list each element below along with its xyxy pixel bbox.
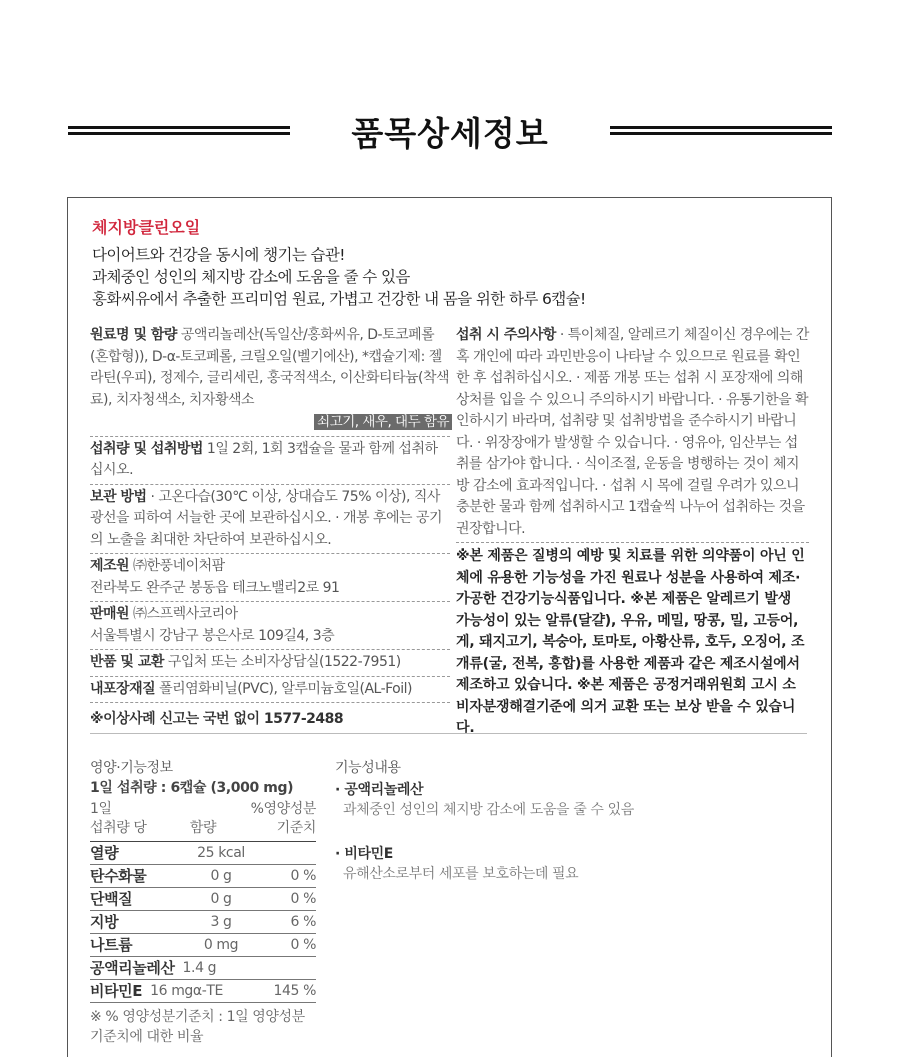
nutrient-percent: 145 %: [273, 983, 316, 999]
page-title: 품목상세정보: [351, 114, 549, 153]
nutrient-percent: 0 %: [290, 937, 316, 953]
product-info-box: [67, 197, 832, 1057]
nutrient-percent: 6 %: [290, 914, 316, 930]
nutrition-table: [90, 758, 316, 1047]
product-intro: [92, 244, 586, 310]
seller-section: [90, 602, 450, 650]
intake-section: [90, 437, 450, 485]
caution-section: [456, 323, 809, 543]
section-divider: [90, 733, 807, 734]
nutrient-amount: 0 g: [210, 891, 232, 907]
page-header: [0, 108, 900, 156]
nutrient-amount: 16 mgα-TE: [150, 983, 223, 999]
packaging-text: 폴리염화비닐(PVC), 알루미늄호일(AL-Foil): [159, 680, 412, 697]
storage-text: · 고온다습(30℃ 이상, 상대습도 75% 이상), 직사광선을 피하여 서늘한 곳에 보관하십시오. · 개봉 후에는 공기의 노출을 최대한 차단하여 보관하십시오.: [90, 488, 443, 548]
functional-item-desc: 과체중인 성인의 체지방 감소에 도움을 줄 수 있음: [343, 802, 634, 818]
nutrition-header-amount: 함량: [189, 820, 217, 836]
intake-label: 섭취량 및 섭취방법: [90, 440, 203, 457]
info-column-left: [90, 323, 450, 730]
intake-text: 1일 2회, 1회 3캡슐을 물과 함께 섭취하십시오.: [90, 440, 438, 478]
maker-section: [90, 554, 450, 602]
nutrition-row: [90, 980, 316, 1003]
maker-address: 전라북도 완주군 봉동읍 테크노밸리2로 91: [90, 579, 340, 596]
nutrient-percent: [256, 957, 316, 979]
nutrition-footnote: [90, 1007, 316, 1047]
header-percent-line: 기준치: [276, 820, 316, 836]
nutrition-row: [90, 957, 316, 980]
nutrient-name: 탄수화물: [90, 867, 147, 885]
ingredients-section: [90, 323, 450, 437]
nutrient-name: 지방: [90, 913, 119, 931]
functional-title: 기능성내용: [335, 760, 401, 776]
intro-line: 다이어트와 건강을 동시에 챙기는 습관!: [92, 246, 345, 264]
functional-item-name: · 비타민E: [335, 846, 393, 862]
return-text: 구입처 또는 소비자상담실(1522-7951): [167, 654, 401, 670]
functional-item-name: · 공액리놀레산: [335, 782, 424, 798]
product-name: 체지방클린오일: [92, 218, 201, 237]
return-label: 반품 및 교환: [90, 654, 164, 670]
header-percent-line: %영양성분: [250, 801, 316, 817]
nutrient-percent: 0 %: [290, 868, 316, 884]
nutrient-name: 나트륨: [90, 936, 133, 954]
header-rule-right: [610, 126, 832, 135]
ingredients-label: 원료명 및 함량: [90, 327, 177, 343]
allergen-note: [90, 412, 452, 434]
nutrient-amount: 3 g: [210, 914, 232, 930]
nutrient-name: 단백질: [90, 890, 133, 908]
allergen-note-text: 쇠고기, 새우, 대두 함유: [314, 414, 452, 430]
nutrition-row: [90, 911, 316, 934]
nutrient-amount: 0 mg: [203, 937, 239, 953]
caution-text: · 특이체질, 알레르기 체질이신 경우에는 간혹 개인에 따라 과민반응이 나타날 수 있으므로 원료를 확인한 후 섭취하십시오. · 제품 개봉 또는 섭취 시 포장재에 의해 상처를 입을 수 있으니 주의하시기 바랍니다. · 유통기한을 확인하시기 바라며, 섭취량 및 섭취방법을 준수하시기 바랍니다. · 위장장애가 발생할 수 있습니다. · 영유아, 임산부는 섭취를 삼가야 합니다. · 식이조절, 운동을 병행하는 것이 체지방 감소에 효과적입니다. · 섭취 시 목에 걸릴 우려가 있으니 충분한 물과 함께 섭취하시고 1캡슐씩 나누어 섭취하는 것을 권장합니다.: [456, 327, 809, 537]
intro-line: 홍화씨유에서 추출한 프리미엄 원료, 가볍고 건강한 내 몸을 위한 하루 6캡슐!: [92, 290, 586, 308]
storage-label: 보관 방법: [90, 488, 147, 505]
header-basis-line: 1일: [90, 801, 112, 817]
legal-notice: ※본 제품은 질병의 예방 및 치료를 위한 의약품이 아닌 인체에 유용한 기능성을 가진 원료나 성분을 사용하여 제조·가공한 건강기능식품입니다. ※본 제품은 알레르기 발생 가능성이 있는 알류(달걀), 우유, 메밀, 땅콩, 밀, 고등어, 게, 돼지고기, 복숭아, 토마토, 아황산류, 호두, 오징어, 조개류(굴, 전복, 홍합)를 사용한 제품과 같은 제조시설에서 제조하고 있습니다. ※본 제품은 공정거래위원회 고시 소비자분쟁해결기준에 의거 교환 또는 보상 받을 수 있습니다.: [456, 548, 805, 736]
packaging-label: 내포장재질: [90, 680, 156, 697]
nutrient-percent: 0 %: [290, 891, 316, 907]
nutrient-percent: [256, 842, 316, 864]
caution-label: 섭취 시 주의사항: [456, 327, 556, 343]
nutrition-header: [90, 800, 316, 842]
seller-label: 판매원: [90, 606, 130, 622]
nutrient-name: 열량: [90, 844, 119, 862]
maker-name: ㈜한풍네이처팜: [133, 558, 225, 574]
storage-section: [90, 485, 450, 555]
nutrition-header-percent: [241, 800, 316, 838]
ingredients-text: 공액리놀레산(독일산/홍화씨유, D-토코페롤(혼합형)), D-α-토코페롤, 크릴오일(벨기에산), *캡슐기제: 젤라틴(우피), 정제수, 글리세린, 홍국적색소, 이산화티타늄(착색료), 치자청색소, 치자황색소: [90, 327, 450, 408]
nutrient-amount: 25 kcal: [197, 845, 245, 861]
nutrient-name: 비타민E: [90, 982, 143, 1000]
packaging-section: [90, 677, 450, 704]
nutrition-serving: 1일 섭취량 : 6캡슐 (3,000 mg): [90, 780, 294, 796]
nutrition-row: [90, 865, 316, 888]
intro-line: 과체중인 성인의 체지방 감소에 도움을 줄 수 있음: [92, 268, 410, 286]
info-column-right: [456, 323, 809, 740]
seller-name: ㈜스프렉사코리아: [133, 606, 238, 622]
nutrient-amount: 0 g: [210, 868, 232, 884]
functional-info: [335, 758, 805, 884]
seller-address: 서울특별시 강남구 봉은사로 109길4, 3층: [90, 627, 335, 644]
functional-item-desc: 유해산소로부터 세포를 보호하는데 필요: [343, 866, 579, 882]
nutrition-row: [90, 842, 316, 865]
maker-label: 제조원: [90, 558, 130, 574]
nutrition-row: [90, 934, 316, 957]
nutrition-row: [90, 888, 316, 911]
return-section: [90, 650, 450, 677]
header-basis-line: 섭취량 당: [90, 820, 147, 836]
report-notice: ※이상사례 신고는 국번 없이 1577-2488: [90, 711, 344, 727]
nutrient-amount: 1.4 g: [182, 960, 217, 976]
footnote-line: ※ % 영양성분기준치 : 1일 영양성분: [90, 1009, 305, 1025]
nutrition-title: 영양·기능정보: [90, 760, 173, 776]
nutrient-name: 공액리놀레산: [90, 959, 175, 977]
footnote-line: 기준치에 대한 비율: [90, 1029, 204, 1045]
nutrition-header-basis: [90, 800, 165, 838]
